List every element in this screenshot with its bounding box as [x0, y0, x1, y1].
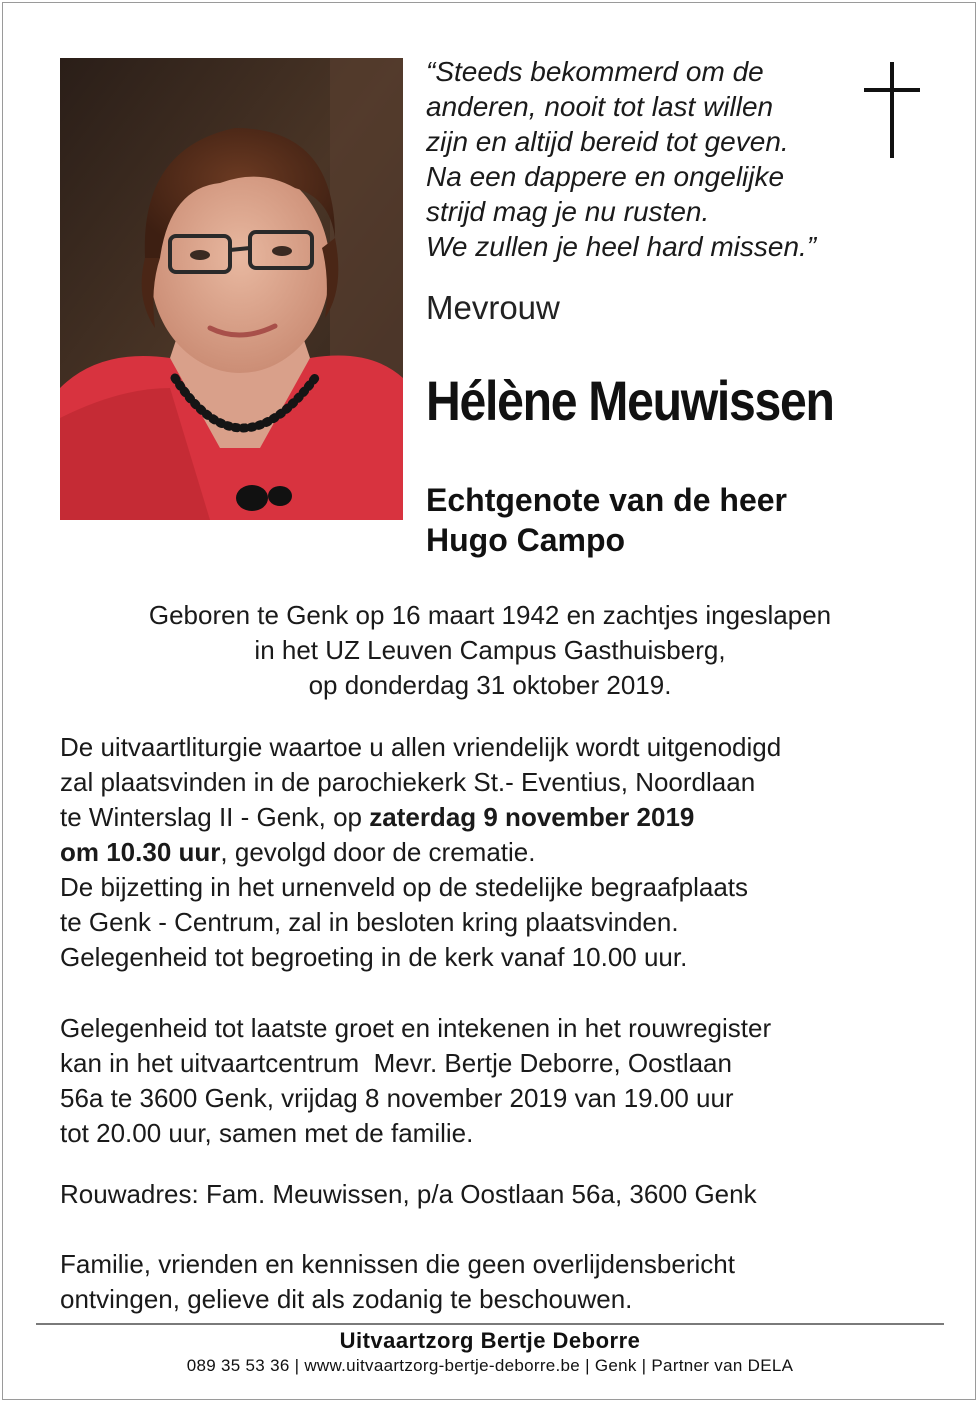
- footer-contact: 089 35 53 36 | www.uitvaartzorg-bertje-deborre.be | Genk | Partner van DELA: [186, 1356, 794, 1375]
- address-line: Rouwadres: Fam. Meuwissen, p/a Oostlaan 56a, 3600 Genk: [60, 1179, 757, 1209]
- funeral-line: De uitvaartliturgie waartoe u allen vriendelijk wordt uitgenodigd: [60, 732, 782, 762]
- footer-company: Uitvaartzorg Bertje Deborre: [339, 1328, 641, 1353]
- funeral-line: [60, 800, 940, 835]
- funeral-paragraph: [60, 730, 940, 975]
- quote-line: zijn en altijd bereid tot geven.: [426, 126, 789, 157]
- funeral-line: [60, 835, 940, 870]
- funeral-date: zaterdag 9 november 2019: [369, 802, 695, 832]
- notice-line: Familie, vrienden en kennissen die geen overlijdensbericht: [60, 1249, 735, 1279]
- quote-line: We zullen je heel hard missen.”: [426, 231, 817, 262]
- spouse-info: [426, 480, 787, 560]
- mourning-address: [60, 1177, 940, 1212]
- funeral-text: te Winterslag II - Genk, op: [60, 802, 370, 832]
- footer-divider: [36, 1323, 944, 1325]
- visitation-line: Gelegenheid tot laatste groet en intekenen in het rouwregister: [60, 1013, 772, 1043]
- quote-line: strijd mag je nu rusten.: [426, 196, 710, 227]
- visitation-line: 56a te 3600 Genk, vrijdag 8 november 2019 van 19.00 uur: [60, 1083, 734, 1113]
- funeral-time: om 10.30 uur: [60, 837, 221, 867]
- cross-icon: [864, 62, 920, 158]
- birth-death-info: [0, 598, 980, 703]
- visitation-line: tot 20.00 uur, samen met de familie.: [60, 1118, 474, 1148]
- salutation: Mevrouw: [426, 289, 560, 326]
- funeral-text: , gevolgd door de crematie.: [220, 837, 536, 867]
- birth-line: in het UZ Leuven Campus Gasthuisberg,: [254, 635, 726, 665]
- spouse-line: Echtgenote van de heer: [426, 482, 787, 518]
- memorial-quote: [426, 54, 866, 264]
- portrait-photo: [60, 58, 403, 520]
- quote-line: anderen, nooit tot last willen: [426, 91, 774, 122]
- quote-line: Na een dappere en ongelijke: [426, 161, 785, 192]
- spouse-name: Hugo Campo: [426, 522, 626, 558]
- visitation-paragraph: [60, 1011, 940, 1151]
- birth-line: Geboren te Genk op 16 maart 1942 en zachtjes ingeslapen: [148, 600, 832, 630]
- funeral-line: zal plaatsvinden in de parochiekerk St.- Eventius, Noordlaan: [60, 767, 756, 797]
- quote-line: “Steeds bekommerd om de: [426, 56, 764, 87]
- birth-line: op donderdag 31 oktober 2019.: [308, 670, 672, 700]
- notice-line: ontvingen, gelieve dit als zodanig te beschouwen.: [60, 1284, 633, 1314]
- funeral-line: te Genk - Centrum, zal in besloten kring plaatsvinden.: [60, 907, 679, 937]
- deceased-name: Hélène Meuwissen: [426, 369, 834, 432]
- funeral-line: De bijzetting in het urnenveld op de stedelijke begraafplaats: [60, 872, 749, 902]
- visitation-line: kan in het uitvaartcentrum Mevr. Bertje Deborre, Oostlaan: [60, 1048, 732, 1078]
- funeral-line: Gelegenheid tot begroeting in de kerk vanaf 10.00 uur.: [60, 942, 688, 972]
- notice-paragraph: [60, 1247, 940, 1317]
